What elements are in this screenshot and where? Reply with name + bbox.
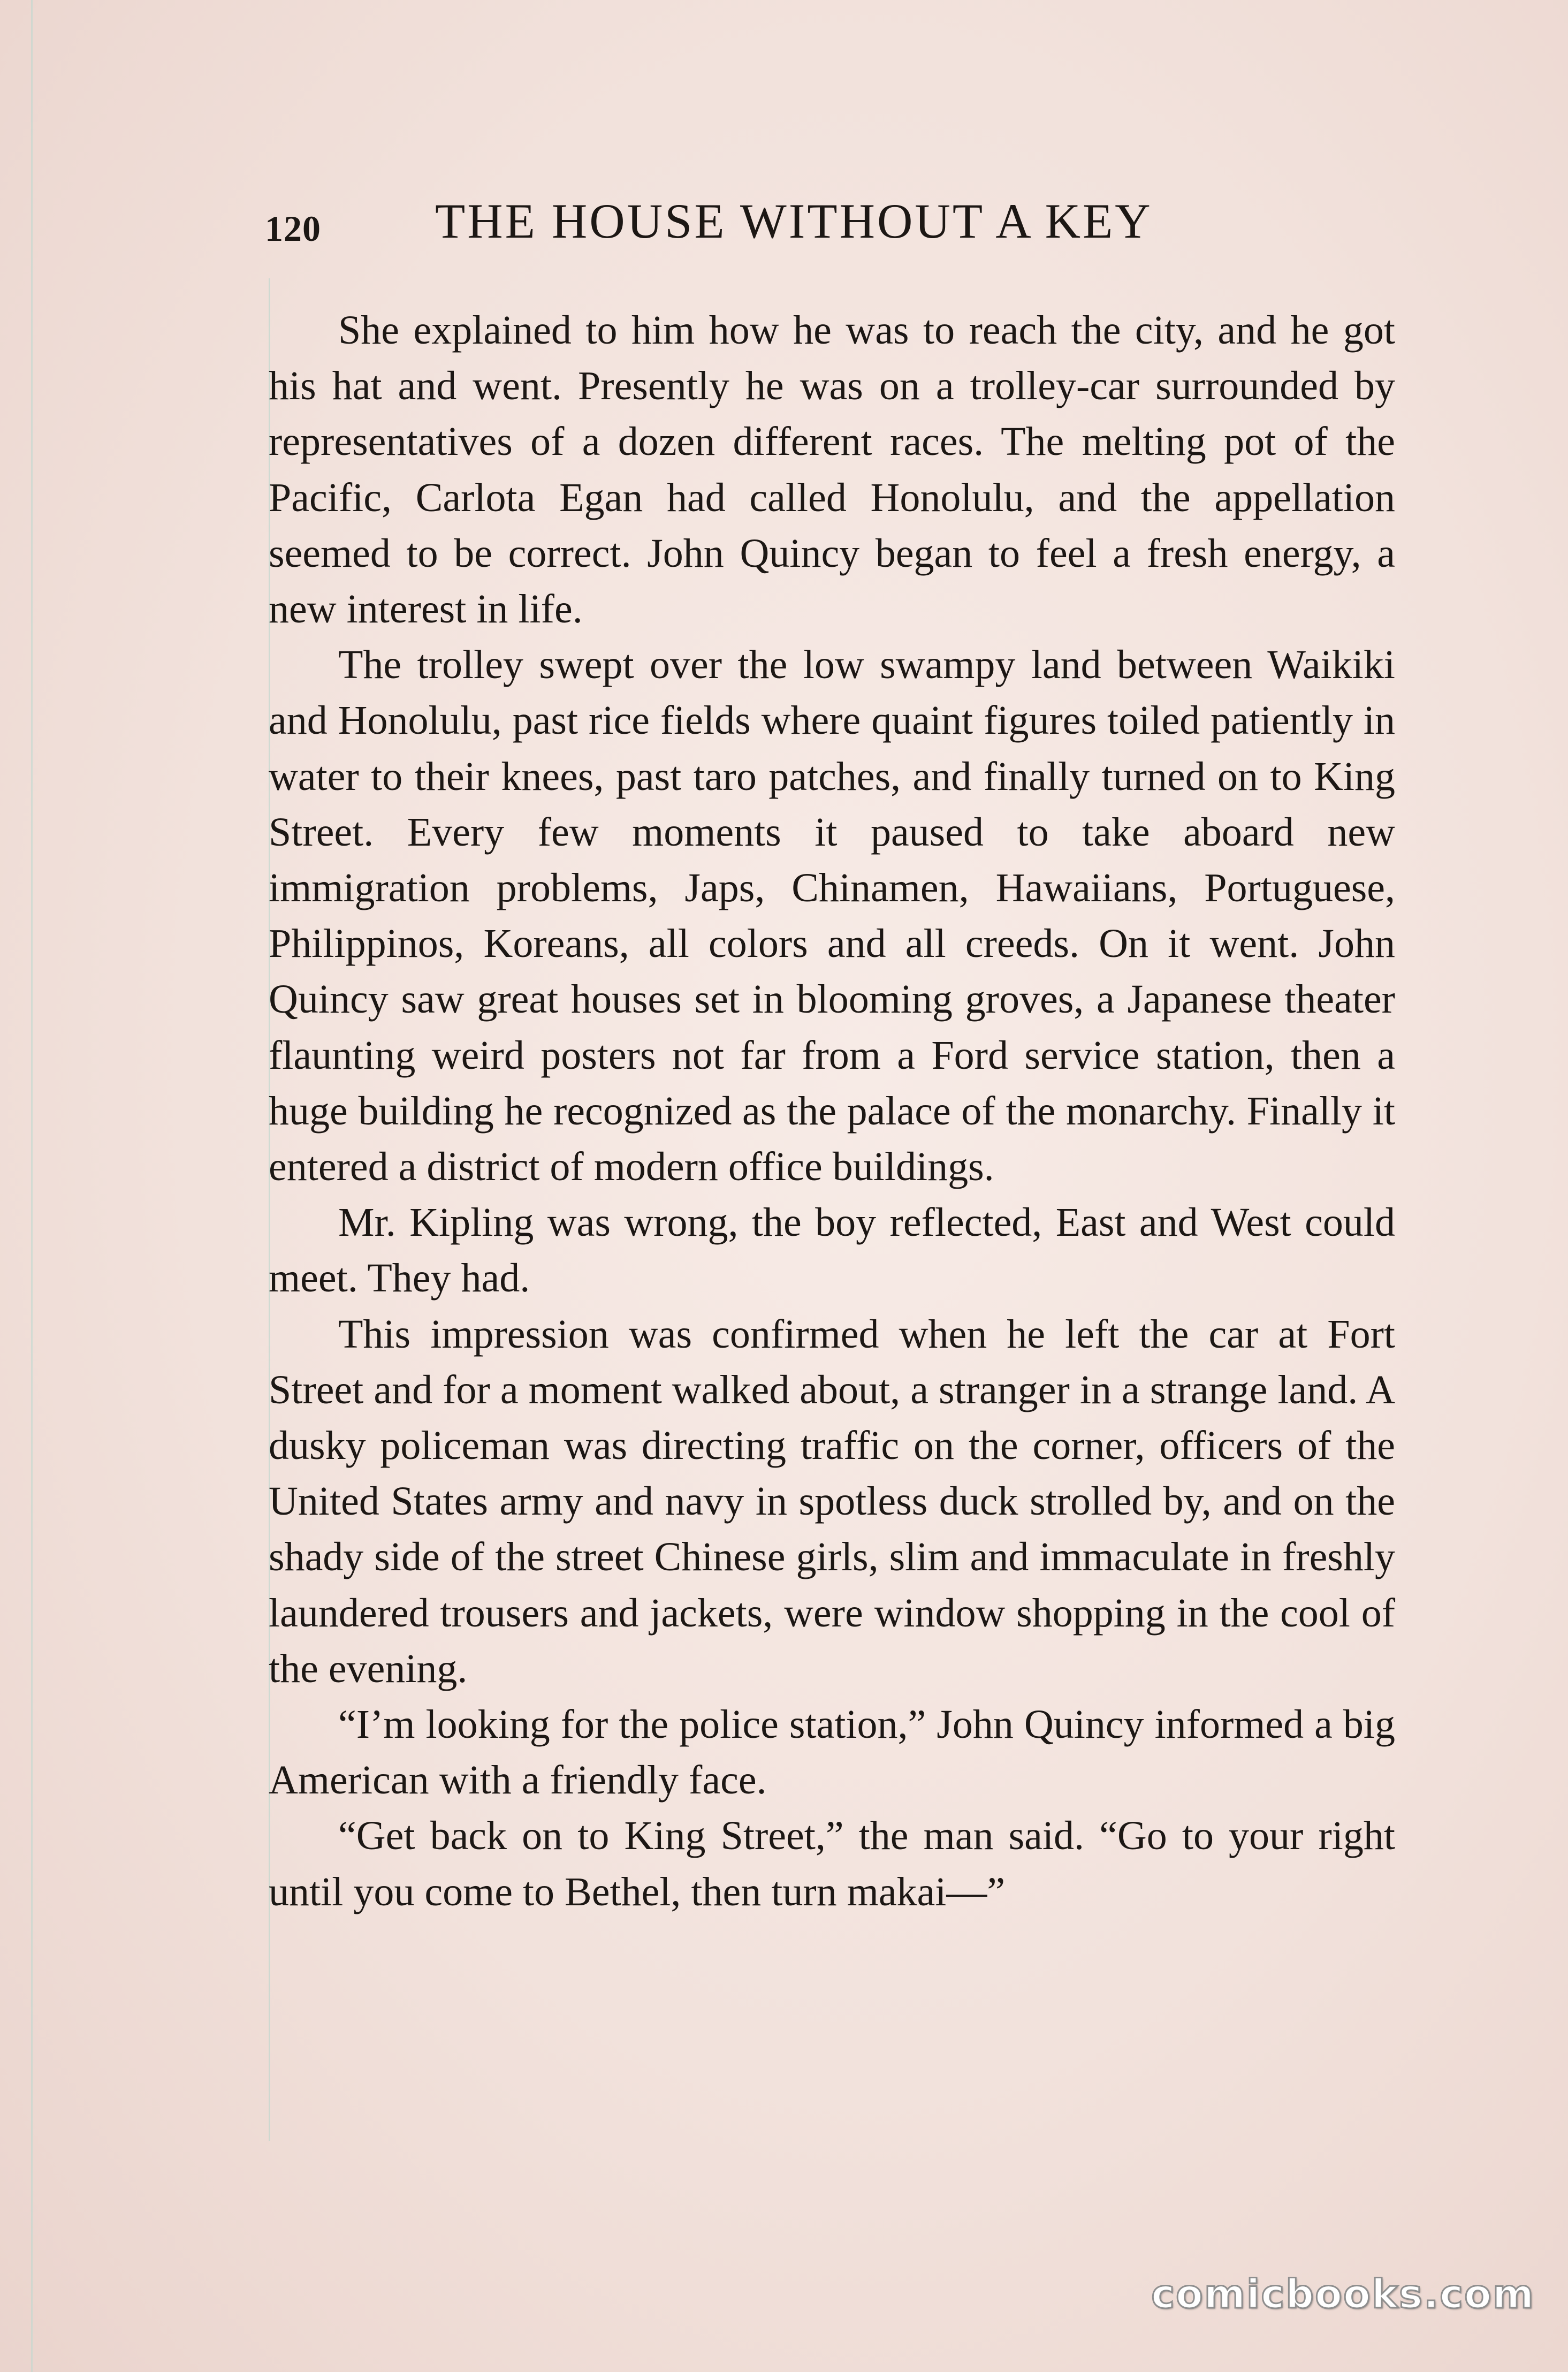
watermark: comicbooks.com — [1151, 2271, 1535, 2317]
paragraph-6: “Get back on to King Street,” the man said. “Go to your right until you come to Bethel, then turn makai—” — [269, 1813, 1395, 1914]
page-number: 120 — [265, 208, 321, 249]
page-edge-rule — [31, 0, 33, 2372]
paragraph-1: She explained to him how he was to reach the city, and he got his hat and went. Presently he was on a trolley-car surrounded by representatives of a dozen different races. The melting pot of the Pacific, Carlota Egan had called Honolulu, and the appellation seemed to be correct. John Quincy began to feel a fresh energy, a new interest in life. — [269, 308, 1395, 632]
book-title: THE HOUSE WITHOUT A KEY — [435, 194, 1153, 248]
paragraph-4: This impression was confirmed when he left the car at Fort Street and for a moment walked about, a stranger in a strange land. A dusky policeman was directing traffic on the corner, officers of the United States army and navy in spotless duck strolled by, and on the shady side of the street Chinese girls, slim and immaculate in freshly laundered trousers and jackets, were window shopping in the cool of the evening. — [269, 1311, 1395, 1691]
body-text — [269, 302, 1395, 1920]
paragraph-5: “I’m looking for the police station,” John Quincy informed a big American with a friendly face. — [269, 1702, 1395, 1803]
running-head — [265, 193, 1389, 257]
paragraph-2: The trolley swept over the low swampy land between Waikiki and Honolulu, past rice fields where quaint figures toiled patiently in water to their knees, past taro patches, and finally turned on to King Street. Every few moments it paused to take aboard new immigration problems, Japs, Chinamen, Hawaiians, Portuguese, Philippinos, Koreans, all colors and all creeds. On it went. John Quincy saw great houses set in blooming groves, a Japanese theater flaunting weird posters not far from a Ford service station, then a huge building he recognized as the palace of the monarchy. Finally it entered a district of modern office buildings. — [269, 642, 1395, 1190]
paragraph-3: Mr. Kipling was wrong, the boy reflected, East and West could meet. They had. — [269, 1200, 1395, 1301]
